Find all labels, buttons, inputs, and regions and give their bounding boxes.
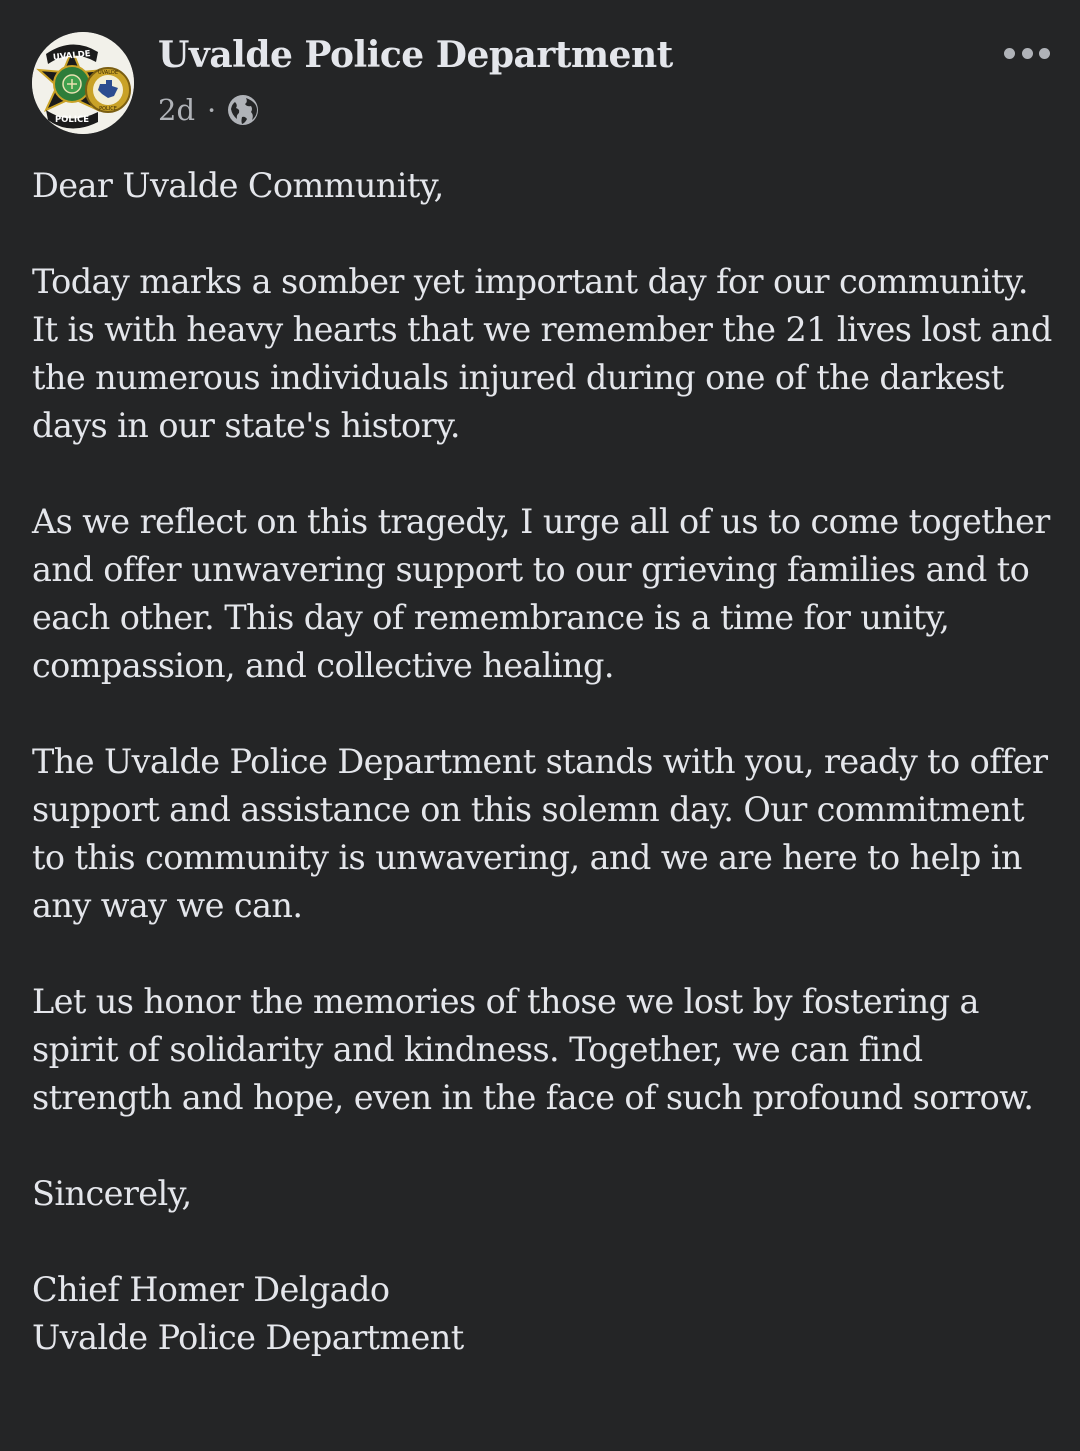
post-paragraph: Today marks a somber yet important day for our community. It is with heavy hearts that we remember the 21 lives lost and the numerous individuals injured during one of the darkest days in our state's history.: [32, 262, 1052, 445]
post-paragraph-closing: Sincerely,: [32, 1174, 192, 1213]
svg-text:UVALDE: UVALDE: [52, 49, 92, 63]
svg-text:POLICE: POLICE: [99, 106, 117, 112]
more-dot: [1039, 48, 1050, 59]
svg-text:POLICE: POLICE: [54, 115, 90, 125]
post-header: [32, 32, 1052, 142]
post-timestamp[interactable]: 2d: [158, 93, 196, 127]
post-body: [32, 162, 1062, 1362]
post-paragraph: Let us honor the memories of those we lost by fostering a spirit of solidarity and kindness. Together, we can find strength and hope, even in the face of such profound sorrow.: [32, 982, 1034, 1117]
more-dot: [1022, 48, 1033, 59]
post-paragraph-greeting: Dear Uvalde Community,: [32, 166, 444, 205]
post-paragraph: As we reflect on this tragedy, I urge all of us to come together and offer unwavering support to our grieving families and to each other. This day of remembrance is a time for unity, compassion, and collective healing.: [32, 502, 1050, 685]
meta-separator: ·: [207, 93, 217, 127]
svg-text:UVALDE: UVALDE: [98, 70, 118, 76]
globe-icon[interactable]: [226, 93, 260, 127]
post-paragraph: The Uvalde Police Department stands with you, ready to offer support and assistance on this solemn day. Our commitment to this community is unwavering, and we are here to help in any way we can.: [32, 742, 1048, 925]
signature-org: Uvalde Police Department: [32, 1318, 464, 1357]
signature-name: Chief Homer Delgado: [32, 1270, 390, 1309]
more-options-icon[interactable]: [1004, 38, 1050, 68]
page-name-link[interactable]: Uvalde Police Department: [158, 34, 673, 76]
avatar[interactable]: [32, 32, 134, 134]
police-badge-logo: [32, 32, 134, 134]
more-dot: [1004, 48, 1015, 59]
post-meta: [158, 90, 260, 130]
